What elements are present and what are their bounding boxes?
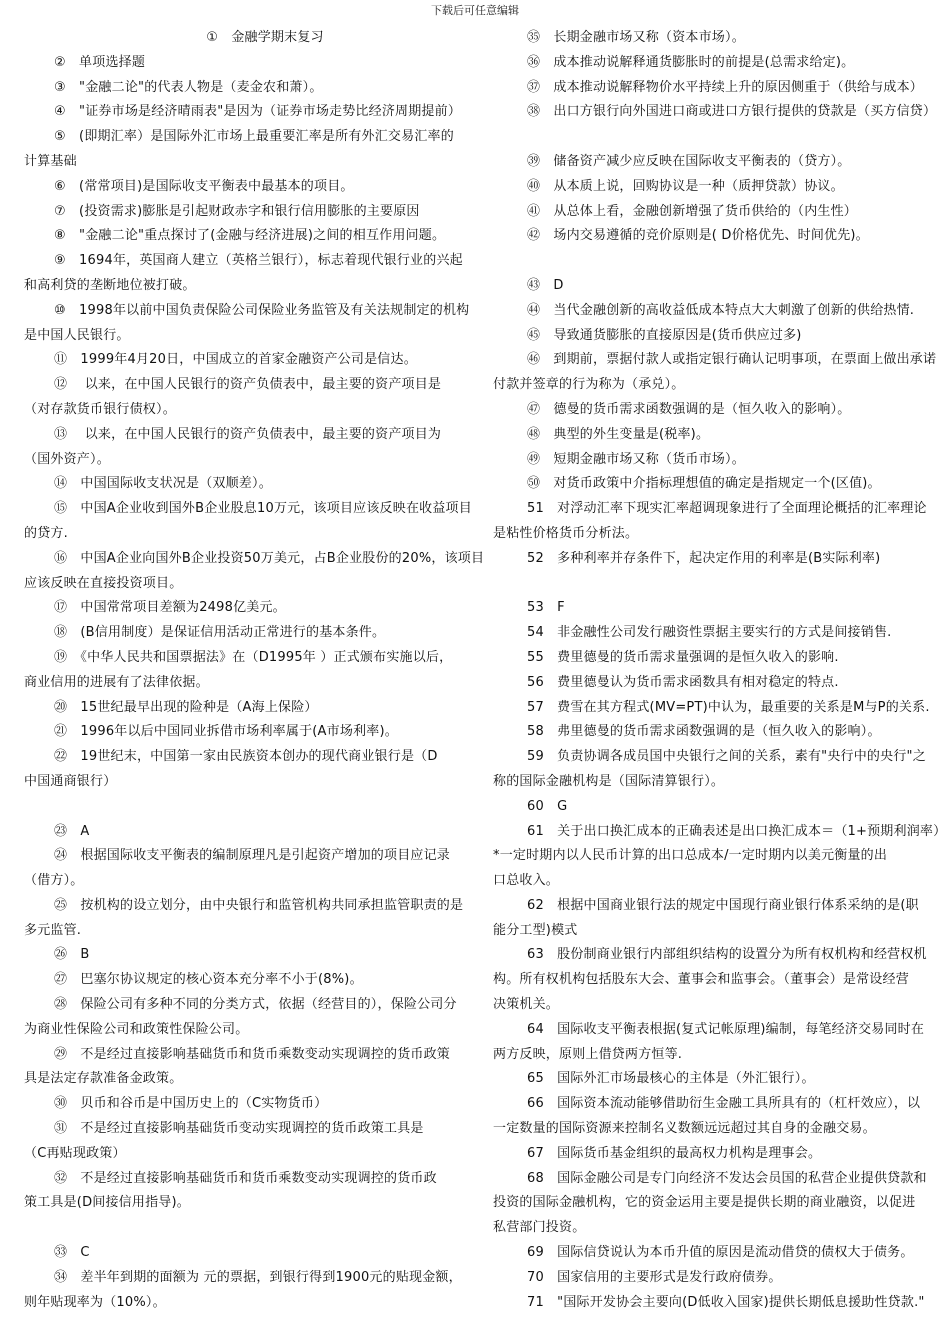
blank-line xyxy=(493,572,950,597)
text-line: 是粘性价格货币分析法。 xyxy=(493,525,639,541)
text-line: ⑨ 1694年，英国商人建立（英格兰银行），标志着现代银行业的兴起 xyxy=(54,253,463,269)
text-line: ㉔ 根据国际收支平衡表的编制原理凡是引起资产增加的项目应记录 xyxy=(54,848,451,864)
text-line: ㊺ 导致通货膨胀的直接原因是(货币供应过多) xyxy=(527,327,802,343)
blank-line xyxy=(493,125,950,150)
text-line: ㉚ 贝币和谷币是中国历史上的（C实物货币） xyxy=(54,1096,328,1112)
text-line: ㉕ 按机构的设立划分，由中央银行和监管机构共同承担监管职责的是 xyxy=(54,897,464,913)
text-line: ⑤ (即期汇率）是国际外汇市场上最重要汇率是所有外汇交易汇率的 xyxy=(54,129,454,145)
page-header: 下载后可任意编辑 xyxy=(431,4,519,17)
text-line: 商业信用的进展有了法律依据。 xyxy=(24,674,209,690)
text-line: 两方反映，原则上借贷两方恒等. xyxy=(493,1046,683,1062)
text-line: ⑫ 以来，在中国人民银行的资产负债表中，最主要的资产项目是 xyxy=(54,377,442,393)
text-line: ㊴ 储备资产减少应反映在国际收支平衡表的（贷方）。 xyxy=(527,153,851,169)
text-line: 多元监管. xyxy=(24,922,82,938)
text-line: 70 国家信用的主要形式是发行政府债券。 xyxy=(527,1269,782,1285)
text-line: ㉛ 不是经过直接影响基础货币变动实现调控的货币政策工具是 xyxy=(54,1121,424,1137)
text-line: ⑳ 15世纪最早出现的险种是（A海上保险） xyxy=(54,699,318,715)
text-line: ④ "证券市场是经济晴雨表"是因为（证券市场走势比经济周期提前） xyxy=(54,104,462,120)
text-line: ⑱ (B信用制度）是保证信用活动正常进行的基本条件。 xyxy=(54,625,386,641)
left-column xyxy=(24,26,506,1315)
text-line: 付款并签章的行为称为（承兑）。 xyxy=(493,377,685,393)
blank-line xyxy=(493,249,950,274)
text-line: 55 费里德曼的货币需求量强调的是恒久收入的影响. xyxy=(527,649,839,665)
text-line: 称的国际金融机构是（国际清算银行）。 xyxy=(493,773,725,789)
text-line: ㉖ B xyxy=(54,947,90,963)
text-line: ⑧ "金融二论"重点探讨了(金融与经济进展)之间的相互作用问题。 xyxy=(54,228,446,244)
text-line: ㊽ 典型的外生变量是(税率)。 xyxy=(527,426,710,442)
text-line: 能分工型)模式 xyxy=(493,922,578,938)
text-line: ㊻ 到期前，票据付款人或指定银行确认记明事项，在票面上做出承诺 xyxy=(527,352,937,368)
text-line: 69 国际信贷说认为本币升值的原因是流动借贷的债权大于债务。 xyxy=(527,1245,914,1261)
text-line: ㉜ 不是经过直接影响基础货币和货币乘数变动实现调控的货币政 xyxy=(54,1170,437,1186)
text-line: ⑯ 中国A企业向国外B企业投资50万美元，占B企业股份的20%，该项目 xyxy=(54,550,485,566)
text-line: ㉗ 巴塞尔协议规定的核心资本充分率不小于(8%)。 xyxy=(54,972,363,988)
text-line: 构。所有权机构包括股东大会、董事会和监事会。（董事会）是常设经营 xyxy=(493,972,909,988)
text-line: ㉞ 差半年到期的面额为 元的票据，到银行得到1900元的贴现金额， xyxy=(54,1269,462,1285)
text-line: 为商业性保险公司和政策性保险公司。 xyxy=(24,1021,249,1037)
text-line: 59 负责协调各成员国中央银行之间的关系，素有"央行中的央行"之 xyxy=(527,749,926,765)
text-line: ㊼ 德曼的货币需求函数强调的是（恒久收入的影响）。 xyxy=(527,401,851,417)
text-line: 具是法定存款准备金政策。 xyxy=(24,1071,183,1087)
text-line: ③ "金融二论"的代表人物是（麦金农和萧）。 xyxy=(54,79,323,95)
text-line: ⑬ 以来，在中国人民银行的资产负债表中，最主要的资产项目为 xyxy=(54,426,442,442)
text-line: 65 国际外汇市场最核心的主体是（外汇银行）。 xyxy=(527,1071,815,1087)
text-line: （对存款货币银行债权）。 xyxy=(24,401,176,417)
text-line: 66 国际资本流动能够借助衍生金融工具所具有的（杠杆效应），以 xyxy=(527,1096,921,1112)
blank-line xyxy=(24,795,506,820)
text-line: ⑪ 1999年4月20日，中国成立的首家金融资产公司是信达。 xyxy=(54,352,417,368)
text-line: 中国通商银行） xyxy=(24,773,117,789)
text-line: ㊾ 短期金融市场又称（货币市场）。 xyxy=(527,451,745,467)
text-line: 口总收入。 xyxy=(493,873,560,889)
text-line: ㊿ 对货币政策中介指标理想值的确定是指规定一个(区值)。 xyxy=(527,476,881,492)
text-line: 应该反映在直接投资项目。 xyxy=(24,575,183,591)
text-line: ㉙ 不是经过直接影响基础货币和货币乘数变动实现调控的货币政策 xyxy=(54,1046,451,1062)
text-line: ⑰ 中国常常项目差额为2498亿美元。 xyxy=(54,600,286,616)
text-line: 51 对浮动汇率下现实汇率超调现象进行了全面理论概括的汇率理论 xyxy=(527,501,927,517)
text-line: 57 费雪在其方程式(MV=PT)中认为，最重要的关系是M与P的关系. xyxy=(527,699,930,715)
text-line: ㊲ 成本推动说解释物价水平持续上升的原因侧重于（供给与成本） xyxy=(527,79,924,95)
text-line: 62 根据中国商业银行法的规定中国现行商业银行体系采纳的是(职 xyxy=(527,897,919,913)
text-line: 58 弗里德曼的货币需求函数强调的是（恒久收入的影响）。 xyxy=(527,724,881,740)
text-line: ㉓ A xyxy=(54,823,90,839)
text-line: ㊵ 从本质上说，回购协议是一种（质押贷款）协议。 xyxy=(527,178,844,194)
text-line: ⑥ (常常项目)是国际收支平衡表中最基本的项目。 xyxy=(54,178,354,194)
text-line: 的贷方. xyxy=(24,525,68,541)
text-line: 和高利贷的垄断地位被打破。 xyxy=(24,277,196,293)
text-line: 64 国际收支平衡表根据(复式记帐原理)编制，每笔经济交易同时在 xyxy=(527,1021,925,1037)
text-line: （国外资产）。 xyxy=(24,451,110,467)
text-line: 私营部门投资。 xyxy=(493,1220,586,1236)
text-line: 71 "国际开发协会主要向(D低收入国家)提供长期低息援助性贷款." xyxy=(527,1294,925,1310)
text-line: （借方）。 xyxy=(24,873,84,889)
text-line: 56 费里德曼认为货币需求函数具有相对稳定的特点. xyxy=(527,674,839,690)
text-line: ㉑ 1996年以后中国同业拆借市场利率属于(A市场利率)。 xyxy=(54,724,398,740)
text-line: ㉝ C xyxy=(54,1245,90,1261)
text-line: ⑦ (投资需求)膨胀是引起财政赤字和银行信用膨胀的主要原因 xyxy=(54,203,420,219)
text-line: 68 国际金融公司是专门向经济不发达会员国的私营企业提供贷款和 xyxy=(527,1170,927,1186)
text-line: ㉟ 长期金融市场又称（资本市场）。 xyxy=(527,30,745,45)
text-line: 67 国际货币基金组织的最高权力机构是理事会。 xyxy=(527,1145,822,1161)
text-line: ① 金融学期末复习 xyxy=(206,30,324,45)
text-line: 是中国人民银行。 xyxy=(24,327,130,343)
blank-line xyxy=(24,1216,506,1241)
text-line: 61 关于出口换汇成本的正确表述是出口换汇成本＝（1+预期利润率） xyxy=(527,823,947,839)
text-line: 则年贴现率为（10%）。 xyxy=(24,1294,166,1310)
text-line: 54 非金融性公司发行融资性票据主要实行的方式是间接销售. xyxy=(527,625,892,641)
text-line: 60 G xyxy=(527,798,568,814)
text-line: ㊳ 出口方银行向外国进口商或进口方银行提供的贷款是（买方信贷） xyxy=(527,104,937,120)
text-line: 一定数量的国际资源来控制名义数额远远超过其自身的金融交易。 xyxy=(493,1121,876,1137)
text-line: ㉒ 19世纪末，中国第一家由民族资本创办的现代商业银行是（D xyxy=(54,749,438,765)
text-line: ㊹ 当代金融创新的高收益低成本特点大大刺激了创新的供给热情. xyxy=(527,302,915,318)
text-line: 计算基础 xyxy=(24,153,77,169)
text-line: ⑭ 中国国际收支状况是（双顺差）。 xyxy=(54,476,272,492)
text-line: ② 单项选择题 xyxy=(54,54,146,70)
text-line: 投资的国际金融机构，它的资金运用主要是提供长期的商业融资，以促进 xyxy=(493,1195,916,1211)
text-line: ㉘ 保险公司有多种不同的分类方式，依据（经营目的），保险公司分 xyxy=(54,997,457,1013)
text-line: ㊷ 场内交易遵循的竞价原则是( D价格优先、时间优先)。 xyxy=(527,228,869,244)
text-line: 53 F xyxy=(527,600,565,616)
text-line: ㊶ 从总体上看，金融创新增强了货币供给的（内生性） xyxy=(527,203,858,219)
text-line: 63 股份制商业银行内部组织结构的设置分为所有权机构和经营权机 xyxy=(527,947,927,963)
text-line: 52 多种利率并存条件下，起决定作用的利率是(B实际利率) xyxy=(527,550,881,566)
text-line: ㊱ 成本推动说解释通货膨胀时的前提是(总需求给定)。 xyxy=(527,54,855,70)
text-line: *一定时期内以人民币计算的出口总成本/一定时期内以美元衡量的出 xyxy=(493,848,888,864)
text-line: ⑲ 《中华人民共和国票据法》在（D1995年 ）正式颁布实施以后， xyxy=(54,649,453,665)
text-line: （C再贴现政策） xyxy=(24,1145,126,1161)
text-line: 策工具是(D间接信用指导)。 xyxy=(24,1195,190,1211)
text-line: 决策机关。 xyxy=(493,997,560,1013)
text-line: ⑮ 中国A企业收到国外B企业股息10万元，该项目应该反映在收益项目 xyxy=(54,501,472,517)
text-line: ⑩ 1998年以前中国负责保险公司保险业务监管及有关法规制定的机构 xyxy=(54,302,470,318)
right-column xyxy=(493,26,950,1315)
text-line: ㊸ D xyxy=(527,277,564,293)
